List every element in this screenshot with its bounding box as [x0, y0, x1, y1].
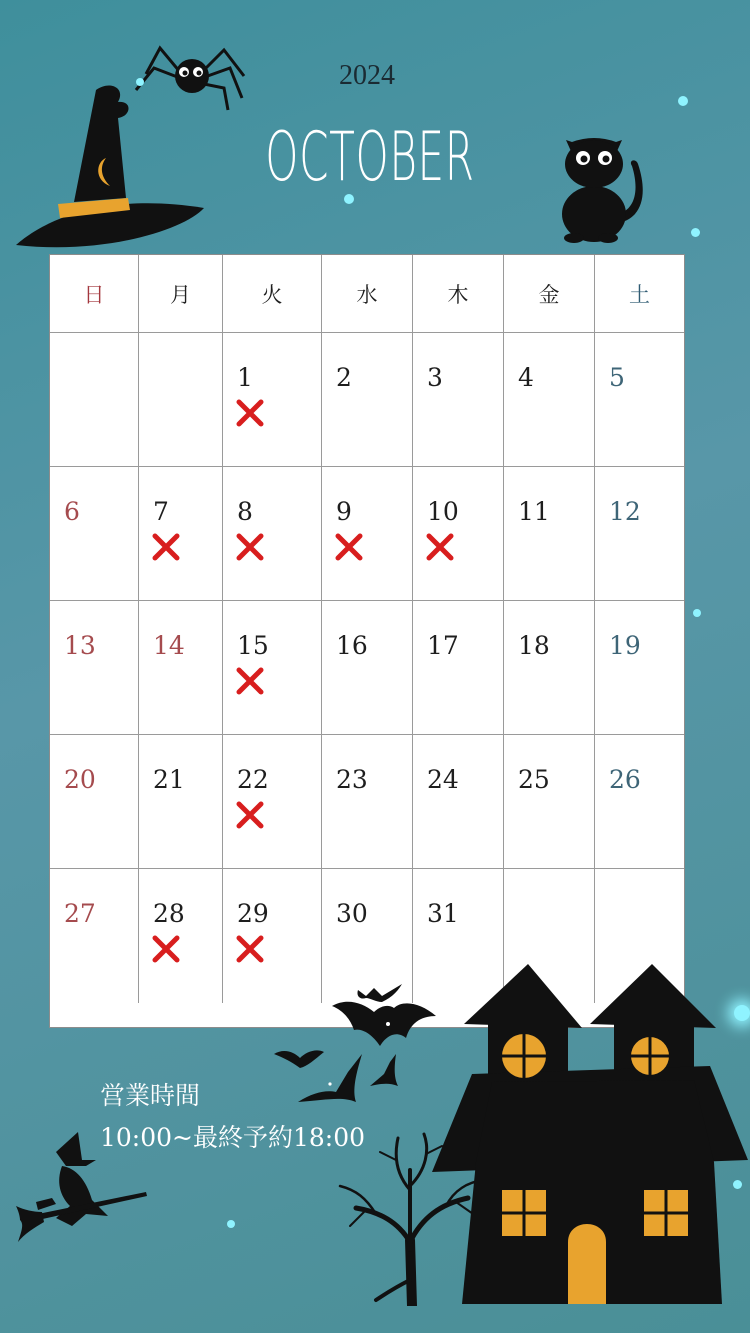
day-number: 11 [518, 497, 550, 526]
day-cell[interactable] [504, 735, 595, 869]
weekday-header: 月 [139, 255, 223, 333]
day-cell[interactable] [50, 869, 139, 1003]
spider-icon [132, 38, 250, 116]
sparkle-dot [227, 1220, 235, 1228]
day-cell[interactable] [139, 869, 223, 1003]
closed-x-icon [235, 532, 265, 562]
weekday-header: 木 [413, 255, 504, 333]
calendar-grid [49, 254, 685, 1028]
day-number: 21 [153, 765, 185, 794]
day-cell[interactable] [595, 467, 684, 601]
day-cell[interactable] [595, 601, 684, 735]
day-number: 1 [237, 363, 253, 392]
day-number: 8 [237, 497, 253, 526]
day-number: 9 [336, 497, 352, 526]
sparkle-dot [678, 96, 688, 106]
day-cell[interactable] [504, 601, 595, 735]
day-number: 2 [336, 363, 352, 392]
haunted-house-icon [432, 962, 750, 1333]
day-cell[interactable] [223, 333, 322, 467]
day-number: 22 [237, 765, 269, 794]
closed-x-icon [425, 532, 455, 562]
day-number: 24 [427, 765, 459, 794]
day-number: 18 [518, 631, 550, 660]
closed-x-icon [235, 800, 265, 830]
sparkle-dot [691, 228, 700, 237]
weekday-header: 火 [223, 255, 322, 333]
weekday-header: 土 [595, 255, 684, 333]
day-number: 20 [64, 765, 96, 794]
day-cell[interactable] [595, 735, 684, 869]
day-cell[interactable] [223, 601, 322, 735]
day-number: 16 [336, 631, 368, 660]
weekday-header: 日 [50, 255, 139, 333]
day-cell[interactable] [139, 735, 223, 869]
day-number: 12 [609, 497, 641, 526]
day-cell[interactable] [322, 467, 413, 601]
sparkle-dot [693, 609, 701, 617]
day-cell[interactable] [322, 735, 413, 869]
witch-on-broom-icon [16, 1130, 148, 1250]
day-number: 29 [237, 899, 269, 928]
day-cell[interactable] [223, 735, 322, 869]
day-number: 15 [237, 631, 269, 660]
day-number: 30 [336, 899, 368, 928]
closed-x-icon [235, 398, 265, 428]
day-cell[interactable] [413, 601, 504, 735]
day-cell[interactable] [322, 333, 413, 467]
weekday-header: 水 [322, 255, 413, 333]
calendar-cells [50, 255, 684, 1027]
day-cell[interactable] [139, 333, 223, 467]
day-cell[interactable] [595, 333, 684, 467]
day-cell[interactable] [139, 601, 223, 735]
day-cell[interactable] [413, 333, 504, 467]
day-number: 5 [609, 363, 625, 392]
day-number: 19 [609, 631, 641, 660]
day-cell[interactable] [50, 467, 139, 601]
hours-title: 営業時間 [100, 1081, 201, 1110]
closed-x-icon [334, 532, 364, 562]
weekday-header: 金 [504, 255, 595, 333]
closed-x-icon [151, 934, 181, 964]
closed-x-icon [151, 532, 181, 562]
day-number: 17 [427, 631, 459, 660]
day-number: 4 [518, 363, 534, 392]
year-label: 2024 [339, 60, 395, 91]
day-cell[interactable] [223, 467, 322, 601]
day-number: 7 [153, 497, 169, 526]
day-number: 25 [518, 765, 550, 794]
day-number: 26 [609, 765, 641, 794]
day-cell[interactable] [504, 467, 595, 601]
month-title: OCTOBER [265, 118, 475, 197]
day-number: 31 [427, 899, 459, 928]
day-number: 6 [64, 497, 80, 526]
day-number: 23 [336, 765, 368, 794]
day-number: 28 [153, 899, 185, 928]
day-cell[interactable] [413, 467, 504, 601]
hours-value: 10:00~最終予約18:00 [100, 1123, 366, 1152]
day-cell[interactable] [413, 735, 504, 869]
day-cell[interactable] [50, 333, 139, 467]
day-cell[interactable] [50, 601, 139, 735]
black-cat-icon [556, 130, 652, 246]
closed-x-icon [235, 666, 265, 696]
day-number: 14 [153, 631, 185, 660]
day-cell[interactable] [504, 333, 595, 467]
day-cell[interactable] [50, 735, 139, 869]
day-number: 13 [64, 631, 96, 660]
day-cell[interactable] [139, 467, 223, 601]
day-number: 27 [64, 899, 96, 928]
day-number: 10 [427, 497, 459, 526]
day-number: 3 [427, 363, 443, 392]
closed-x-icon [235, 934, 265, 964]
day-cell[interactable] [322, 601, 413, 735]
